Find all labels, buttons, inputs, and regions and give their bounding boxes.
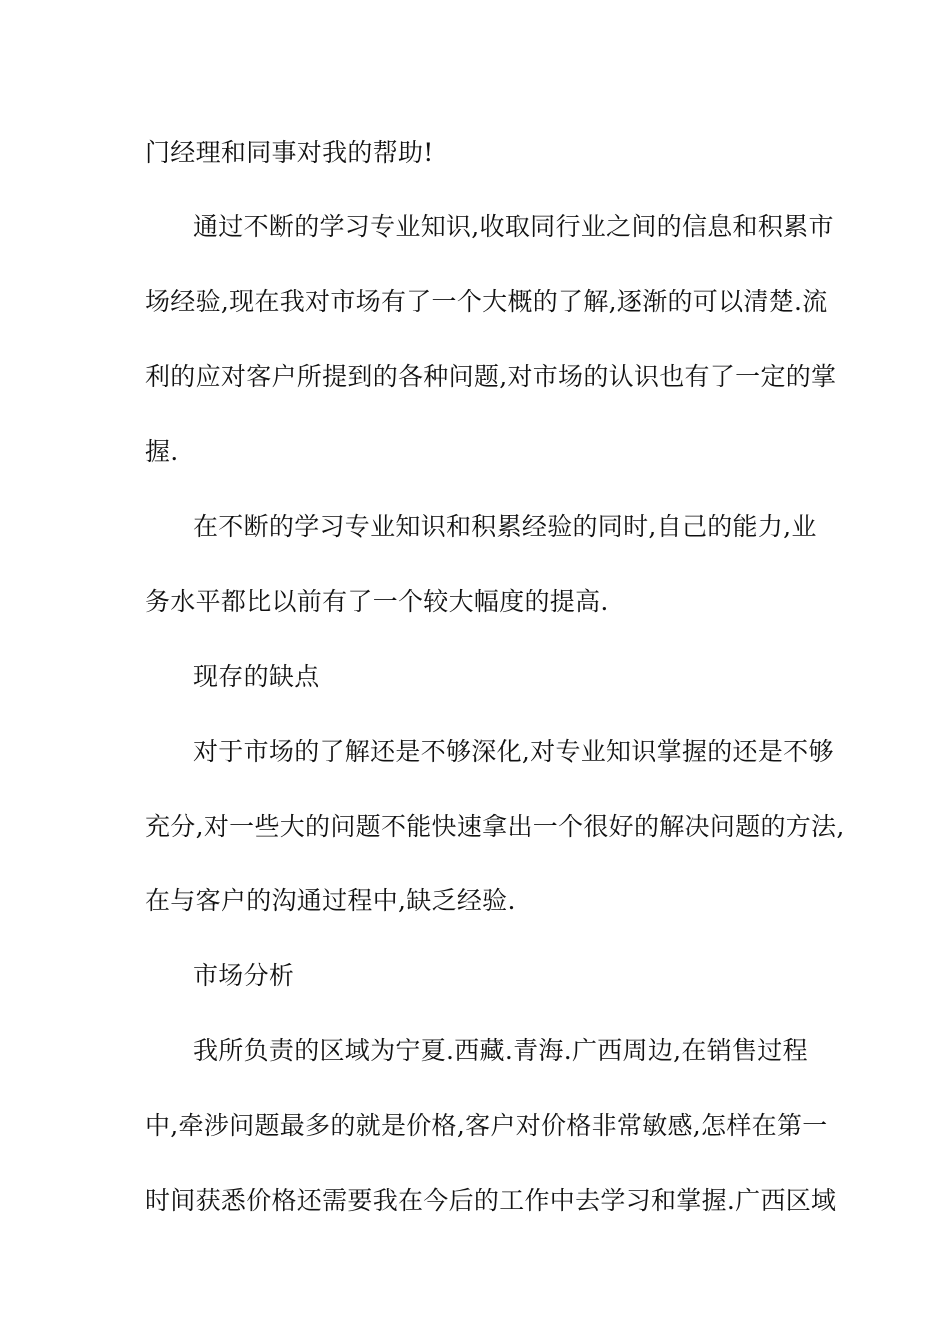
text-line: 时间获悉价格还需要我在今后的工作中去学习和掌握.广西区域 <box>145 1186 837 1215</box>
text-line: 充分,对一些大的问题不能快速拿出一个很好的解决问题的方法, <box>145 812 845 841</box>
section-heading: 现存的缺点 <box>193 662 320 691</box>
text-line: 门经理和同事对我的帮助! <box>145 138 434 167</box>
text-line: 利的应对客户所提到的各种问题,对市场的认识也有了一定的掌 <box>145 362 837 391</box>
paragraph-first-line: 通过不断的学习专业知识,收取同行业之间的信息和积累市 <box>193 212 834 241</box>
paragraph-first-line: 我所负责的区域为宁夏.西藏.青海.广西周边,在销售过程 <box>193 1036 808 1065</box>
text-line: 握. <box>145 437 179 466</box>
text-line: 务水平都比以前有了一个较大幅度的提高. <box>145 587 609 616</box>
paragraph-first-line: 在不断的学习专业知识和积累经验的同时,自己的能力,业 <box>193 512 817 541</box>
paragraph-first-line: 对于市场的了解还是不够深化,对专业知识掌握的还是不够 <box>193 737 834 766</box>
text-line: 场经验,现在我对市场有了一个大概的了解,逐渐的可以清楚.流 <box>145 287 828 316</box>
text-line: 中,牵涉问题最多的就是价格,客户对价格非常敏感,怎样在第一 <box>145 1111 828 1140</box>
section-heading: 市场分析 <box>193 961 295 990</box>
text-line: 在与客户的沟通过程中,缺乏经验. <box>145 886 516 915</box>
